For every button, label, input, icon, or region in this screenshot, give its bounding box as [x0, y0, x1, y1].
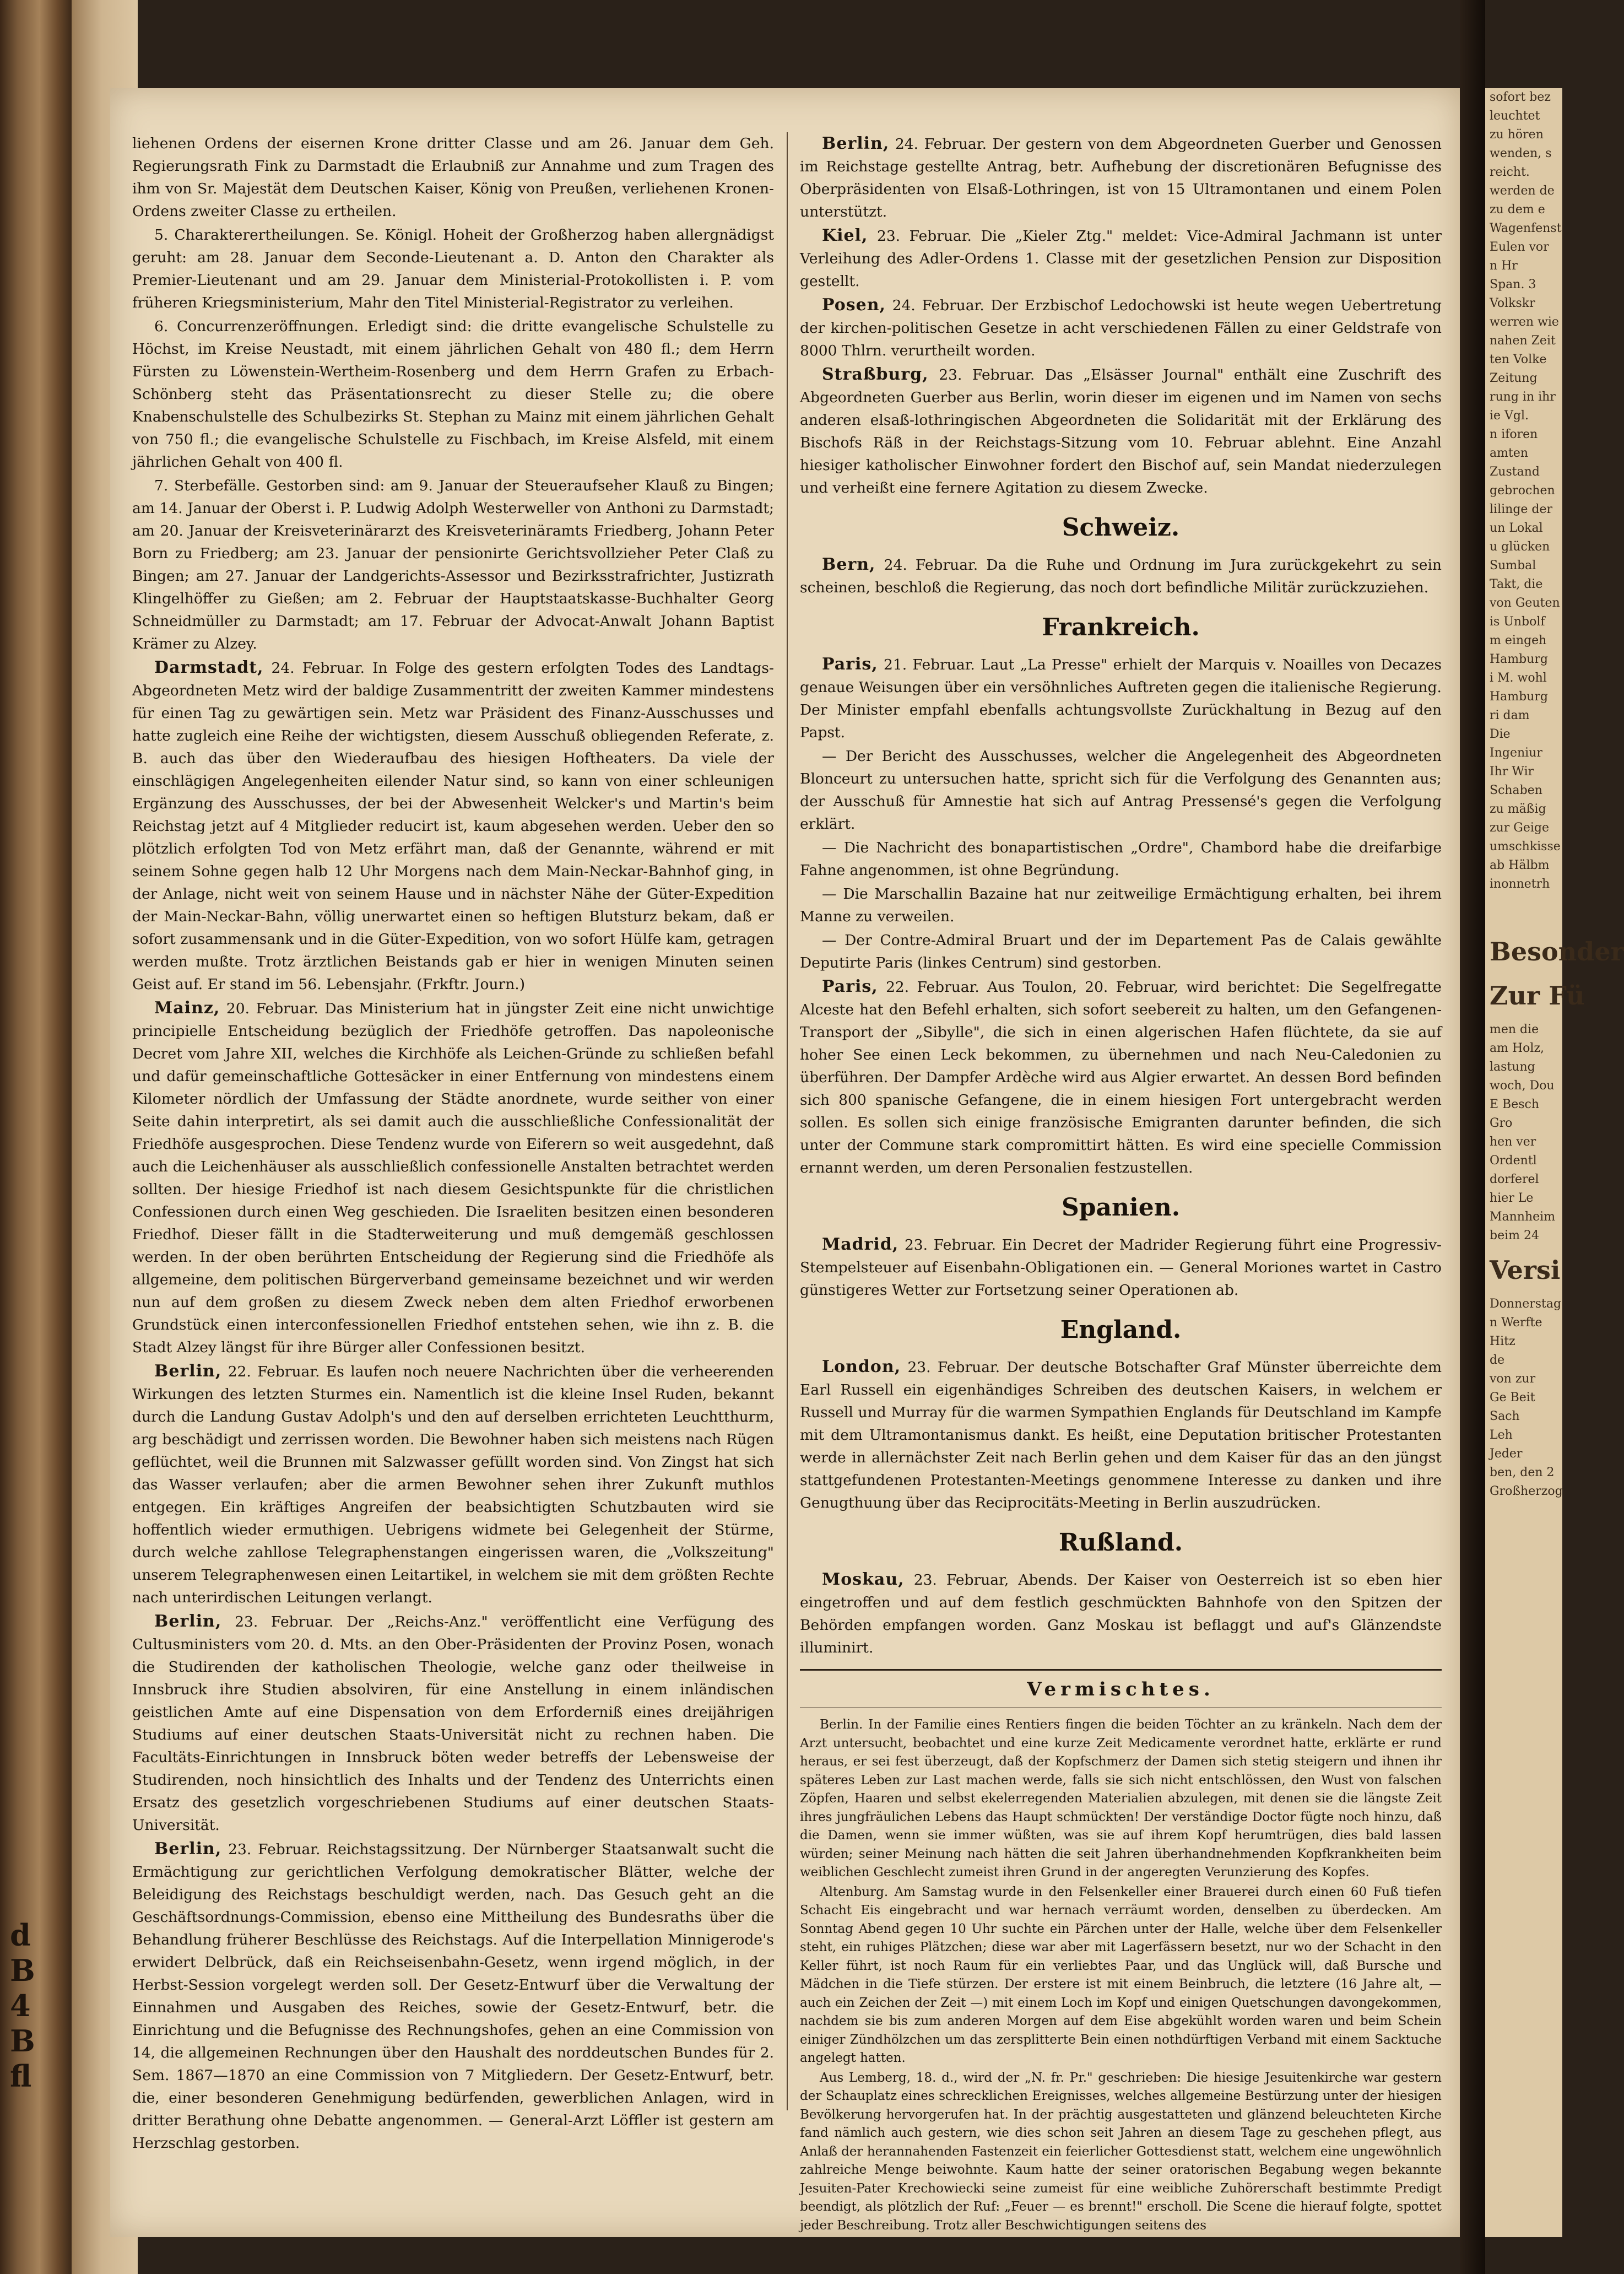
next-page-fragment: ten Volke [1490, 353, 1547, 366]
article-text: 22. Februar. Es laufen noch neuere Nachrichten über die verheerenden Wirkungen des letzten Sturmes ein. Namentlich ist die kleine Insel Ruden, bekannt durch die Landung Gustav Adolph's und den auf derselben errichteten Leuchtthurm, arg beschädigt und zerrissen worden. Die Bewohner haben sich meistens nach Rügen geflüchtet, weil die Brunnen mit Salzwasser gefüllt worden sind. Von Zingst hat sich das Wasser verlaufen; aber die armen Bewohner sehen ihrer Zukunft muthlos entgegen. Ein kräftiges Angreifen der beabsichtigten Schutzbauten wird sie hoffentlich wieder ermuthigen. Uebrigens widmete bei Gelegenheit der Stürme, durch welche zahllose Telegraphenstangen eingerissen waren, die „Volkszeitung" unserem Telegraphenwesen einen Leitartikel, in welchem sie mit dem größten Rechte nach unterirdischen Leitungen verlangt. [132, 1363, 774, 1606]
article-paragraph [800, 1568, 1442, 1659]
next-page-fragment: Hamburg [1490, 690, 1549, 704]
article-paragraph [800, 975, 1442, 1179]
vermischtes-paragraph: Aus Lemberg, 18. d., wird der „N. fr. Pr." geschrieben: Die hiesige Jesuitenkirche war gestern der Schauplatz eines schrecklichen Ereignisses, welches allgemeine Bestürzung unter der hiesigen Bevölkerung hervorgerufen hat. In der prächtig ausgestatteten und glänzend beleuchteten Kirche fand nämlich auch gestern, wie dies schon seit Jahren an diesem Tage zu geschehen pflegt, aus Anlaß der herannahenden Fastenzeit ein feierlicher Gottesdienst statt, welchem eine ungewöhnlich zahlreiche Menge beiwohnte. Kaum hatte der seiner oratorischen Begabung wegen bekannte Jesuiten-Pater Krechowiecki seine zumeist für eine weibliche Zuhörerschaft bestimmte Predigt beendigt, als plötzlich der Ruf: „Feuer — es brennt!" erscholl. Die Scene die hierauf folgte, spottet jeder Beschreibung. Trotz aller Beschwichtigungen seitens des [800, 2070, 1442, 2233]
article-paragraph [132, 1838, 774, 2154]
article-paragraph [800, 132, 1442, 223]
next-page-heading: Zur Fü [1490, 981, 1585, 1011]
vermischtes-title: Vermischtes. [1027, 1678, 1215, 1700]
next-page-fragment: werden de [1490, 184, 1555, 198]
next-page-fragment: Ihr Wir [1490, 765, 1534, 779]
article-text: 23. Februar. Ein Decret der Madrider Regierung führt eine Progressiv-Stempelsteuer auf Eisenbahn-Obligationen ein. — General Moriones wartet in Castro günstigeres Wetter zur Fortsetzung seiner Operationen ab. [800, 1236, 1442, 1299]
article-text: 23. Februar. Reichstagssitzung. Der Nürnberger Staatsanwalt sucht die Ermächtigung zur gerichtlichen Verfolgung demokratischer Blätter, welche der Beleidigung des Reichstags beschuldigt werden, nach. Das Gesuch geht an die Geschäftsordnungs-Commission, ebenso eine Mittheilung des Bundesraths über die Behandlung früherer Beschlüsse des Reichstags. Auf die Interpellation Minnigerode's erwidert Delbrück, daß ein Reichseisenbahn-Gesetz, wenn irgend möglich, in der Herbst-Session vorgelegt werden soll. Der Gesetz-Entwurf über die Verwaltung der Einnahmen und Ausgaben des Reiches, sowie der Gesetz-Entwurf, betr. die Einrichtung und die Befugnisse des Rechnungshofes, gehen an eine Commission von 14, die allgemeinen Rechnungen über den Haushalt des norddeutschen Bundes für 2. Sem. 1867—1870 an eine Commission von 7 Mitgliedern. Der Gesetz-Entwurf, betr. die, einer besonderen Genehmigung bedürfenden, gewerblichen Anlagen, wird in dritter Berathung ohne Debatte angenommen. — General-Arzt Löffler ist gestern am Herzschlag gestorben. [132, 1841, 774, 2152]
next-page-fragment: lilinge der [1490, 503, 1553, 516]
section-heading: Spanien. [1061, 1193, 1181, 1222]
next-page-fragment: men die [1490, 1023, 1539, 1036]
dateline-place: Berlin, [154, 1839, 222, 1859]
next-page-fragment: zur Geige [1490, 821, 1550, 835]
next-page-fragment: Gro [1490, 1116, 1513, 1130]
article-paragraph [800, 363, 1442, 499]
next-page-fragment: u glücken [1490, 540, 1550, 554]
article-text: 24. Februar. Der Erzbischof Ledochowski ist heute wegen Uebertretung der kirchen-politischen Gesetze in acht verschiedenen Fällen zu einer Geldstrafe von 8000 Thlrn. verurtheilt worden. [800, 297, 1442, 359]
next-page-fragment: leuchtet [1490, 109, 1540, 123]
dateline-place: Berlin, [154, 1362, 222, 1381]
article-paragraph: — Die Marschallin Bazaine hat nur zeitweilige Ermächtigung erhalten, bei ihrem Manne zu verweilen. [800, 885, 1442, 925]
dateline-place: Mainz, [154, 998, 220, 1018]
article-paragraph [800, 553, 1442, 599]
next-page-fragment: woch, Dou [1490, 1079, 1555, 1093]
next-page-fragment: sofort bez [1490, 90, 1551, 104]
next-page-fragment: un Lokal [1490, 521, 1543, 535]
dateline-place: Berlin, [154, 1612, 222, 1631]
next-page-strip [1485, 88, 1624, 2237]
next-page-fragment: zu hören [1490, 128, 1544, 142]
next-page-fragment: beim 24 [1490, 1229, 1539, 1243]
left-column [132, 132, 774, 2154]
article-paragraph: 7. Sterbefälle. Gestorben sind: am 9. Januar der Steueraufseher Klauß zu Bingen; am 14. Januar der Oberst i. P. Ludwig Adolph Westerweller von Anthoni zu Darmstadt; am 20. Januar der Kreisveterinärarzt des Kreisveterinäramts Friedberg, Johann Peter Born zu Friedberg; am 23. Januar der pensionirte Gerichtsvollzieher Peter Claß zu Bingen; am 27. Januar der Landgerichts-Assessor und Bezirksstrafrichter, Justizrath Klingelhöffer zu Gießen; am 2. Februar der Hauptstaatskasse-Buchhalter Georg Schneidmüller zu Darmstadt; am 17. Februar der Advocat-Anwalt Johann Baptist Krämer zu Alzey. [132, 477, 774, 652]
article-text: 23. Februar. Die „Kieler Ztg." meldet: Vice-Admiral Jachmann ist unter Verleihung des Adler-Ordens 1. Classe mit der gesetzlichen Pension zur Disposition gestellt. [800, 228, 1442, 290]
next-page-fragment: ben, den 2 [1490, 1466, 1555, 1479]
next-page-fragment: E Besch [1490, 1098, 1540, 1111]
dateline-place: Moskau, [822, 1570, 905, 1589]
next-page-fragment: ie Vgl. [1490, 409, 1529, 423]
article-paragraph [132, 997, 774, 1359]
dateline-place: Darmstadt, [154, 658, 264, 677]
next-page-fragment: n Werfte [1490, 1316, 1542, 1330]
section-rule [800, 1669, 1442, 1671]
next-page-fragment: de [1490, 1353, 1505, 1367]
next-page-fragment: von Geuten [1490, 596, 1560, 610]
next-page-fragment: i M. wohl [1490, 671, 1547, 685]
book-binding [0, 0, 72, 2274]
article-text: 23. Februar. Der „Reichs-Anz." veröffentlicht eine Verfügung des Cultusministers vom 20. d. Mts. an den Ober-Präsidenten der Provinz Posen, wonach die Studirenden der katholischen Theologie, welche ganz oder theilweise in Innsbruck ihre Studien absolviren, für eine Anstellung in einem inländischen geistlichen Amte auf eine Dispensation von dem Erforderniß eines dreijährigen Studiums auf einer deutschen Staats-Universität nicht zu rechnen haben. Die Facultäts-Einrichtungen in Innsbruck böten weder betreffs der Lebensweise der Studirenden, noch hinsichtlich des Inhalts und der Tendenz des Unterrichts einen Ersatz des gesetzlich vorgeschriebenen Studiums auf einer deutschen Staats-Universität. [132, 1613, 774, 1834]
section-heading: Frankreich. [1042, 613, 1200, 641]
next-page-fragment: wenden, s [1490, 147, 1552, 160]
next-page-fragment: umschkisse [1490, 840, 1561, 854]
next-page-fragment: Span. 3 [1490, 278, 1536, 291]
spacer [1485, 894, 1562, 927]
next-page-heading: Besonder [1490, 937, 1624, 966]
next-page-fragment: Schaben [1490, 784, 1542, 797]
article-paragraph [800, 294, 1442, 362]
next-page-fragment: Eulen vor [1490, 240, 1549, 254]
next-page-fragment: zu dem e [1490, 203, 1545, 217]
next-page-fragment: Leh [1490, 1428, 1513, 1442]
article-paragraph: — Der Bericht des Ausschusses, welcher die Angelegenheit des Abgeordneten Blonceurt zu untersuchen hatte, spricht sich für die Verfolgung des Genannten aus; der Ausschuß für Amnestie hat sich auf Antrag Pressensé's gegen die Verfolgung erklärt. [800, 748, 1442, 833]
article-text: 22. Februar. Aus Toulon, 20. Februar, wird berichtet: Die Segelfregatte Alceste hat den Befehl erhalten, sich sofort seebereit zu halten, um den Gefangenen-Transport der „Sibylle", die sich in einen algerischen Hafen flüchtete, da sie auf hoher See einen Leck bekommen, zu übernehmen und nach Neu-Caledonien zu überführen. Der Dampfer Ardèche wird aus Algier erwartet. An dessen Bord befinden sich 800 spanische Gefangene, die in einem hiesigen Fort untergebracht werden sollen. Es sollen sich einige französische Emigranten darunter befinden, die sich unter der Commune stark compromittirt hätten. Es wird eine specielle Commission ernannt werden, um deren Personalien festzustellen. [800, 979, 1442, 1176]
next-page-fragment: ri dam [1490, 709, 1530, 722]
next-page-fragment: n iforen [1490, 428, 1538, 441]
vermischtes-body [800, 1716, 1442, 2235]
next-page-fragment: Wagenfenst [1490, 222, 1562, 235]
next-page-fragment: rung in ihr [1490, 390, 1556, 404]
next-page-heading: Versi [1490, 1255, 1561, 1285]
article-text: 24. Februar. Da die Ruhe und Ordnung im Jura zurückgekehrt zu sein scheinen, beschloß die Regierung, das noch dort befindliche Militär zurückzuziehen. [800, 557, 1442, 596]
next-page-fragment: Großherzog [1490, 1484, 1563, 1498]
next-page-fragment: Ge Beit [1490, 1391, 1535, 1405]
next-page-fragment: lastung [1490, 1060, 1535, 1074]
article-paragraph [132, 1610, 774, 1837]
next-page-fragment: dorferel [1490, 1173, 1539, 1186]
next-page-fragment: Jeder [1490, 1447, 1523, 1461]
article-text: 23. Februar. Das „Elsässer Journal" enthält eine Zuschrift des Abgeordneten Guerber aus Berlin, worin dieser im eigenen und im Namen von sechs anderen elsaß-lothringischen Abgeordneten die Solidarität mit der Erklärung des Bischofs Räß in der Reichstags-Sitzung vom 10. Februar ablehnt. Eine Anzahl hiesiger katholischer Einwohner fordert den Bischof auf, sein Mandat niederzulegen und verheißt eine fernere Agitation zu diesem Zwecke. [800, 366, 1442, 496]
next-page-fragment: gebrochen [1490, 484, 1555, 498]
right-column [800, 132, 1442, 2235]
article-text: 23. Februar. Der deutsche Botschafter Graf Münster überreichte dem Earl Russell ein eigenhändiges Schreiben des deutschen Kaisers, in welchem er Russell und Murray für die warmen Sympathien Englands für Deutschland im Kampfe mit dem Ultramontanismus dankt. Es heißt, eine Deputation britischer Protestanten werde in allernächster Zeit nach Berlin gehen und dem Kaiser für das an den jüngst stattgefundenen Protestanten-Meetings genommene Interesse zu danken und ihre Genugthuung über das Reciprocitäts-Meeting in Berlin auszudrücken. [800, 1359, 1442, 1511]
binding-letter: B [10, 2023, 35, 2059]
next-page-fragment: Hitz [1490, 1335, 1515, 1348]
next-page-fragment: Ingeniur [1490, 746, 1542, 760]
section-heading: Schweiz. [1062, 514, 1180, 542]
article-paragraph [132, 656, 774, 996]
next-page-fragment: von zur [1490, 1372, 1536, 1386]
next-page-fragment: nahen Zeit [1490, 334, 1556, 348]
dateline-place: Bern, [822, 555, 876, 574]
next-page-fragment: Takt, die [1490, 577, 1543, 591]
binding-letters [10, 1917, 43, 2094]
next-page-fragment: hen ver [1490, 1135, 1536, 1149]
binding-letter: 4 [10, 1988, 31, 2023]
column-divider [787, 132, 788, 2110]
next-page-fragment: hier Le [1490, 1191, 1534, 1205]
dateline-place: London, [822, 1357, 901, 1376]
next-page-fragment: Ordentl [1490, 1154, 1537, 1168]
article-paragraph: — Die Nachricht des bonapartistischen „Ordre", Chambord habe die dreifarbige Fahne angenommen, ist ohne Begründung. [800, 839, 1442, 879]
article-text: 20. Februar. Das Ministerium hat in jüngster Zeit eine nicht unwichtige principielle Entscheidung bezüglich der Friedhöfe getroffen. Das napoleonische Decret vom Jahre XII, welches die Kirchhöfe als Leichen-Gründe zu schließen befahl und dafür gemeinschaftliche Gottesäcker in einer Entfernung von mindestens einem Kilometer nördlich der Umfassung der Städte anordnete, wurde seither von einer Seite dahin interpretirt, als sei damit auch die ausschließliche Confessionalität der Friedhöfe ausgesprochen. Diese Tendenz wurde von Eiferern so weit ausgedehnt, daß auch die Leichenhäuser als ausschließlich confessionelle Anstalten betrachtet werden sollten. Der hiesige Friedhof ist nach diesem Gesichtspunkte für die christlichen Confessionen durch einen Weg geschieden. Die Israeliten besitzen einen besonderen Friedhof. Dieser fällt in die Stadterweiterung und muß demgemäß geschlossen werden. In der oben berührten Entscheidung der Regierung sind die Friedhöfe als allgemeine, dem politischen Bürgerverband gemeinsame bezeichnet und wir werden nun auf dem großen zu diesem Zweck neben dem alten Friedhof erworbenen Grundstück einen interconfessionellen Friedhof entstehen sehen, wie ihn z. B. die Stadt Alzey längst für ihre Bürger aller Confessionen besitzt. [132, 1000, 774, 1356]
section-heading: England. [1060, 1316, 1182, 1344]
article-paragraph [800, 224, 1442, 293]
next-page-fragment: werren wie [1490, 315, 1559, 329]
next-page-fragment: Sach [1490, 1409, 1520, 1423]
article-paragraph: 5. Charakterertheilungen. Se. Königl. Hoheit der Großherzog haben allergnädigst geruht: am 28. Januar dem Seconde-Lieutenant a. D. Anton den Charakter als Premier-Lieutenant und am 29. Januar dem Ministerial-Protokollisten i. P. vom früheren Kriegsministerium, Mahr den Titel Ministerial-Registrator zu verleihen. [132, 226, 774, 311]
binding-letter: d [10, 1917, 31, 1953]
dateline-place: Posen, [822, 295, 886, 315]
article-paragraph: liehenen Ordens der eisernen Krone dritter Classe und am 26. Januar dem Geh. Regierungsrath Fink zu Darmstadt die Erlaubniß zur Annahme und zum Tragen des ihm von Sr. Majestät dem Deutschen Kaiser, König von Preußen, verliehenen Kronen-Ordens zweiter Classe zu ertheilen. [132, 135, 774, 220]
next-page-fragment: zu mäßig [1490, 802, 1546, 816]
next-page-fragment: am Holz, [1490, 1041, 1545, 1055]
article-paragraph [800, 653, 1442, 744]
next-page-fragment: is Unbolf [1490, 615, 1545, 629]
next-page-fragment: Zustand [1490, 465, 1540, 479]
vermischtes-paragraph: Altenburg. Am Samstag wurde in den Felsenkeller einer Brauerei durch einen 60 Fuß tiefen Schacht Eis eingebracht und war hernach verräumt worden, denselben zu überdecken. Am Sonntag Abend gegen 10 Uhr suchte ein Pärchen unter der Halle, welche über dem Felsenkeller steht, ein ruhiges Plätzchen; diese war aber mit Lagerfässern besetzt, nur wo der Schacht in den Keller führt, ist noch Raum für ein verliebtes Paar, und das Unglück will, daß Bursche und Mädchen in die Tiefe stürzen. Der erstere ist mit einem Beinbruch, die letztere (16 Jahre alt, — auch ein Zeichen der Zeit —) mit einem Loch im Kopf und einigen Quetschungen davongekommen, nachdem sie bis zum anderen Morgen auf dem Eise abgekühlt worden waren und beim Schein einiger Zündhölzchen um das zersplitterte Bein einen nothdürftigen Verband mit einem Sacktuche angelegt hatten. [800, 1884, 1442, 2065]
dateline-place: Madrid, [822, 1235, 899, 1254]
binding-letter: B [10, 1953, 35, 1988]
article-paragraph [800, 1355, 1442, 1514]
book-gutter [1460, 0, 1485, 2274]
article-paragraph [132, 1360, 774, 1609]
article-paragraph: 6. Concurrenzeröffnungen. Erledigt sind: die dritte evangelische Schulstelle zu Höchst, im Kreise Neustadt, mit einem jährlichen Gehalt von 480 fl.; dem Herrn Fürsten zu Löwenstein-Wertheim-Rosenberg und dem Herrn Grafen zu Erbach-Schönberg steht das Präsentationsrecht zu dieser Stelle zu; die obere Knabenschulstelle des Schulbezirks St. Stephan zu Mainz mit einem jährlichen Gehalt von 750 fl.; die evangelische Schulstelle zu Fischbach, im Kreise Alsfeld, mit einem jährlichen Gehalt von 400 fl. [132, 318, 774, 471]
binding-letter: fl [10, 2059, 32, 2094]
article-paragraph: — Der Contre-Admiral Bruart und der im Departement Pas de Calais gewählte Deputirte Paris (linkes Centrum) sind gestorben. [800, 932, 1442, 971]
next-page-fragment: inonnetrh [1490, 877, 1550, 891]
dateline-place: Berlin, [822, 134, 890, 153]
dateline-place: Paris, [822, 977, 878, 996]
article-paragraph [800, 1233, 1442, 1301]
next-page-fragment: Hamburg [1490, 652, 1549, 666]
article-text: 21. Februar. Laut „La Presse" erhielt der Marquis v. Noailles von Decazes genaue Weisungen über ein versöhnliches Auftreten gegen die italienische Regierung. Der Minister empfahl ebenfalls achtungsvollste Zurückhaltung in Bezug auf den Papst. [800, 656, 1442, 741]
next-page-fragment: m eingeh [1490, 634, 1547, 647]
next-page-fragment: amten [1490, 446, 1529, 460]
dateline-place: Paris, [822, 655, 878, 674]
next-page-fragment: Mannheim [1490, 1210, 1556, 1224]
next-page-fragment: ab Hälbm [1490, 858, 1550, 872]
next-page-fragment: Zeitung [1490, 371, 1538, 385]
article-text: 24. Februar. In Folge des gestern erfolgten Todes des Landtags-Abgeordneten Metz wird der baldige Zusammentritt der zweiten Kammer mindestens für einen Tag zu gewärtigen sein. Metz war Präsident des Finanz-Ausschusses und hatte zugleich eine Reihe der wichtigsten, diesem Ausschuß obliegenden Referate, z. B. auch das über den Wiederaufbau des hiesigen Hoftheaters. Da viele der einschlägigen Angelegenheiten eilender Natur sind, so kann von einer schleunigen Ergänzung des Ausschusses, der bei der Abwesenheit Welcker's und Martin's beim Reichstag jetzt auf 4 Mitglieder reducirt ist, kaum abgesehen werden. Ueber den so plötzlich erfolgten Tod von Metz erfährt man, daß der Genannte, während er mit seinem Sohne gegen halb 12 Uhr Morgens nach dem Main-Neckar-Bahnhof ging, in der Anlage, nicht weit von seinem Hause und in nächster Nähe der Güter-Expedition der Main-Neckar-Bahn, völlig unerwartet einen so heftigen Blutsturz bekam, daß er sofort zusammensank und in die Güter-Expedition, von wo sofort Hülfe kam, getragen werden mußte. Trotz ärztlichen Beistands gab er hier in wenigen Minuten seinen Geist auf. Er stand im 56. Lebensjahr. (Frkftr. Journ.) [132, 660, 774, 993]
article-text: 23. Februar, Abends. Der Kaiser von Oesterreich ist so eben hier eingetroffen und auf dem festlich geschmückten Bahnhofe von den Spitzen der Behörden empfangen worden. Ganz Moskau ist beflaggt und auf's Glänzendste illuminirt. [800, 1571, 1442, 1656]
section-heading: Rußland. [1058, 1528, 1183, 1557]
next-page-fragment: reicht. [1490, 165, 1530, 179]
next-page-fragment: Die [1490, 727, 1511, 741]
next-page-fragment: n Hr [1490, 259, 1518, 273]
dateline-place: Kiel, [822, 226, 868, 245]
dateline-place: Straßburg, [822, 365, 929, 384]
next-page-fragment: Volkskr [1490, 296, 1535, 310]
next-page-fragment: Donnerstag [1490, 1297, 1562, 1311]
next-page-fragment: Sumbal [1490, 559, 1536, 572]
vermischtes-paragraph: Berlin. In der Familie eines Rentiers fingen die beiden Töchter an zu kränkeln. Nach dem der Arzt untersucht, beobachtet und eine kurze Zeit Medicamente verordnet hatte, erklärte er rund heraus, er sei fest überzeugt, daß der Kopfschmerz der Damen sich stetig steigern und ihnen ihr späteres Leben zur Last machen werde, falls sie sich nicht entschlössen, den Wust von falschen Zöpfen, Haaren und selbst ekelerregenden Materialien abzulegen, mit denen sie die längste Zeit ihres jungfräulichen Lebens das Haupt schmückten! Der verständige Doctor fügte noch hinzu, daß die Damen, wenn sie immer wüßten, was sie auf ihrem Kopf herumtrügen, dies bald lassen würden; seiner Meinung nach hätten die seit Jahren überhandnehmenden Kopfkrankheiten beim weiblichen Geschlecht zumeist ihren Grund in der angeregten Verunzierung des Kopfes. [800, 1717, 1442, 1879]
article-text: 24. Februar. Der gestern von dem Abgeordneten Guerber und Genossen im Reichstage gestellte Antrag, betr. Aufhebung der discretionären Befugnisse des Oberpräsidenten von Elsaß-Lothringen, ist von 15 Ultramontanen und einem Polen unterstützt. [800, 136, 1442, 220]
